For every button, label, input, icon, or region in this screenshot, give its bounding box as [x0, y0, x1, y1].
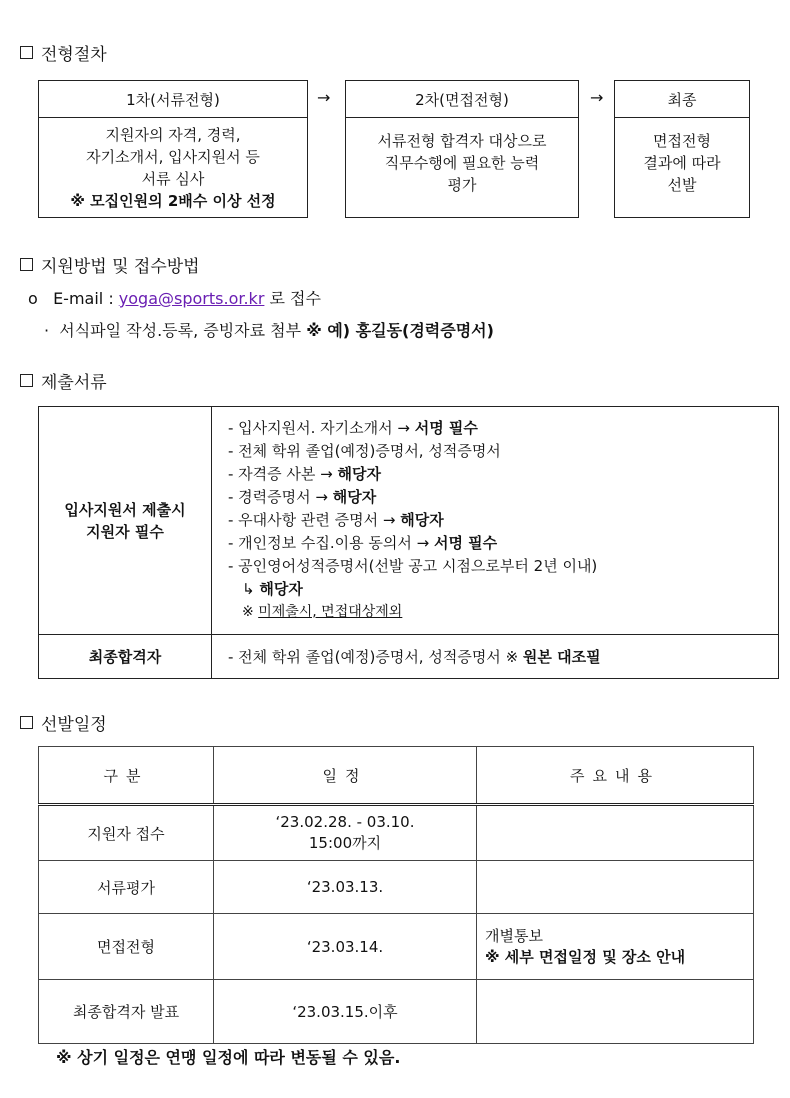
section-title-text: 지원방법 및 접수방법	[41, 257, 200, 277]
table-row	[39, 635, 779, 679]
section-title-text: 제출서류	[41, 373, 107, 393]
item-emphasis: 서명 필수	[433, 534, 498, 552]
stage1-line: 지원자의 자격, 경력,	[105, 126, 241, 144]
section-title-documents	[20, 368, 107, 393]
note-text: 미제출시, 면접대상제외	[258, 604, 403, 620]
checkbox-icon	[20, 716, 33, 729]
table-row	[39, 980, 754, 1044]
row-label: 최종합격자	[39, 635, 212, 679]
stage1-line: 서류 심사	[141, 170, 205, 188]
stage2-body	[346, 118, 578, 196]
list-item	[228, 509, 778, 532]
submission-text: 서식파일 작성.등록, 증빙자료 첨부	[59, 321, 302, 340]
schedule-item: 서류평가	[39, 861, 214, 914]
submission-example: ※ 예) 홍길동(경력증명서)	[306, 321, 494, 340]
item-emphasis: 서명 필수	[414, 419, 478, 437]
schedule-note	[477, 980, 754, 1044]
schedule-note	[477, 805, 754, 861]
checkbox-icon	[20, 46, 33, 59]
arrow-icon: →	[590, 88, 604, 107]
schedule-item: 면접전형	[39, 914, 214, 980]
stage1-note: ※ 모집인원의 2배수 이상 선정	[70, 192, 276, 210]
stage1-line: 자기소개서, 입사지원서 등	[86, 148, 260, 166]
item-emphasis: 원본 대조필	[522, 648, 601, 666]
note-line: 개별통보	[485, 926, 543, 945]
list-item	[228, 417, 778, 440]
list-note	[228, 601, 778, 624]
table-row	[39, 407, 779, 635]
checkbox-icon	[20, 258, 33, 271]
row-label-line: 지원자 필수	[86, 522, 164, 541]
column-header: 구분	[39, 747, 214, 805]
table-row	[39, 805, 754, 861]
section-title-method	[20, 252, 200, 277]
stage2-box	[345, 80, 579, 218]
schedule-date: ‘23.03.15.이후	[214, 980, 477, 1044]
email-line	[28, 286, 321, 309]
stage3-box	[614, 80, 750, 218]
return-arrow-icon: ↳	[242, 580, 260, 598]
documents-table	[38, 406, 779, 679]
stage3-head: 최종	[615, 81, 749, 118]
stage2-line: 서류전형 합격자 대상으로	[377, 132, 547, 150]
schedule-item: 지원자 접수	[39, 805, 214, 861]
list-item	[228, 532, 778, 555]
list-item	[228, 463, 778, 486]
schedule-date: ‘23.03.13.	[214, 861, 477, 914]
email-label: E-mail :	[53, 289, 114, 308]
bullet-icon: o	[28, 289, 38, 308]
list-item	[228, 440, 778, 463]
email-link[interactable]: yoga@sports.or.kr	[118, 289, 265, 308]
column-header: 일정	[214, 747, 477, 805]
checkbox-icon	[20, 374, 33, 387]
stage2-line: 평가	[447, 176, 477, 194]
stage1-body	[39, 118, 307, 212]
item-text: - 개인정보 수집.이용 동의서 →	[228, 534, 434, 552]
item-emphasis: 해당자	[332, 488, 377, 506]
column-header: 주요내용	[477, 747, 754, 805]
table-row	[39, 914, 754, 980]
schedule-date	[214, 805, 477, 861]
section-title-process	[20, 40, 107, 65]
item-emphasis: 해당자	[400, 511, 444, 529]
item-text: - 입사지원서. 자기소개서 →	[228, 419, 415, 437]
item-text: - 전체 학위 졸업(예정)증명서, 성적증명서	[228, 442, 501, 460]
schedule-date: ‘23.03.14.	[214, 914, 477, 980]
date-line: ‘23.02.28. - 03.10.	[275, 813, 415, 831]
list-item	[228, 486, 778, 509]
stage3-line: 면접전형	[653, 132, 711, 150]
item-emphasis: 해당자	[259, 580, 303, 598]
stage1-box	[38, 80, 308, 218]
item-text: - 우대사항 관련 증명서 →	[228, 511, 401, 529]
schedule-footnote: ※ 상기 일정은 연맹 일정에 따라 변동될 수 있음.	[56, 1048, 401, 1067]
schedule-item: 최종합격자 발표	[39, 980, 214, 1044]
email-suffix: 로 접수	[269, 289, 321, 308]
stage2-head: 2차(면접전형)	[346, 81, 578, 118]
bullet-icon: ·	[44, 321, 50, 340]
item-text: - 전체 학위 졸업(예정)증명서, 성적증명서 ※	[228, 648, 523, 666]
submission-note	[44, 318, 494, 341]
note-line: ※ 세부 면접일정 및 장소 안내	[485, 947, 686, 966]
row-label	[39, 407, 212, 635]
item-text: - 경력증명서 →	[228, 488, 333, 506]
stage3-body	[615, 118, 749, 196]
arrow-icon: →	[317, 88, 331, 107]
section-title-text: 선발일정	[41, 715, 107, 735]
documents-list-cell	[212, 407, 779, 635]
stage3-line: 결과에 따라	[643, 154, 721, 172]
schedule-note	[477, 861, 754, 914]
date-line: 15:00까지	[308, 834, 382, 852]
list-item	[228, 555, 778, 578]
schedule-table	[38, 746, 754, 1044]
note-prefix: ※	[242, 604, 259, 620]
list-item-sub	[228, 578, 778, 601]
item-text: - 자격증 사본 →	[228, 465, 338, 483]
item-text: - 공인영어성적증명서(선발 공고 시점으로부터 2년 이내)	[228, 557, 598, 575]
documents-list	[228, 417, 778, 624]
row-value	[212, 635, 779, 679]
stage3-line: 선발	[667, 176, 697, 194]
table-header-row	[39, 747, 754, 805]
table-row	[39, 861, 754, 914]
section-title-schedule	[20, 710, 107, 735]
row-label-line: 입사지원서 제출시	[64, 500, 186, 519]
stage1-head: 1차(서류전형)	[39, 81, 307, 118]
schedule-note	[477, 914, 754, 980]
item-emphasis: 해당자	[337, 465, 381, 483]
section-title-text: 전형절차	[41, 45, 107, 65]
stage2-line: 직무수행에 필요한 능력	[384, 154, 540, 172]
